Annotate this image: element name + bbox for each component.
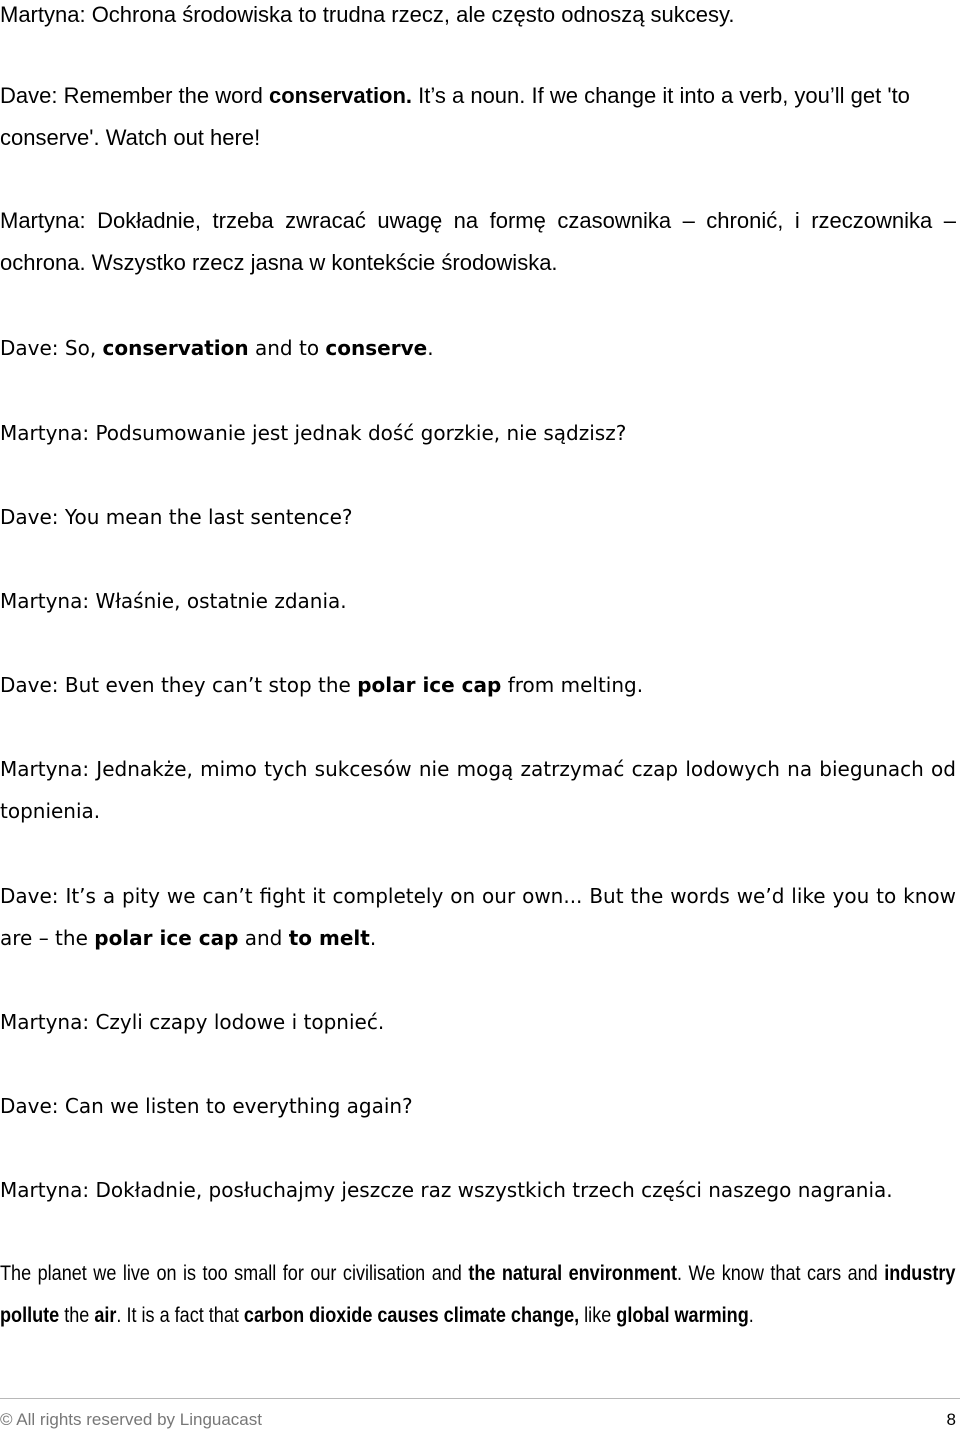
dialogue-line-martyna-2: Martyna: Dokładnie, trzeba zwracać uwagę na formę czasownika – chronić, i rzeczownika – ochrona. Wszystko rzecz jasna w kontekście środowiska.	[0, 208, 956, 275]
vocab-natural-environment: the natural environment	[468, 1262, 677, 1285]
dialogue-line-dave-4: Dave: But even they can’t stop the polar ice cap from melting.	[0, 673, 644, 697]
vocab-conservation-2: conservation	[102, 336, 249, 360]
footer-divider	[0, 1398, 960, 1399]
vocab-to-melt: to melt	[288, 926, 370, 950]
dialogue-line-martyna-4: Martyna: Właśnie, ostatnie zdania.	[0, 589, 347, 613]
vocab-industry-pollute: industry pollute	[0, 1262, 956, 1327]
dialogue-line-dave-5: Dave: It’s a pity we can’t fight it completely on our own... But the words we’d like you to know are – the polar ice cap and to melt.	[0, 884, 956, 950]
dialogue-line-martyna-1: Martyna: Ochrona środowiska to trudna rzecz, ale często odnoszą sukcesy.	[0, 2, 735, 27]
footer-page-number: 8	[946, 1410, 956, 1429]
vocab-conserve: conserve	[325, 336, 428, 360]
vocab-air: air	[94, 1304, 117, 1327]
footer-copyright: © All rights reserved by Linguacast	[0, 1410, 262, 1429]
dialogue-line-martyna-3: Martyna: Podsumowanie jest jednak dość gorzkie, nie sądzisz?	[0, 421, 627, 445]
dialogue-line-dave-1: Dave: Remember the word conservation. It’s a noun. If we change it into a verb, you’ll get 'to conserve'. Watch out here!	[0, 83, 910, 150]
dialogue-line-dave-3: Dave: You mean the last sentence?	[0, 505, 353, 529]
dialogue-line-dave-2: Dave: So, conservation and to conserve.	[0, 336, 434, 360]
vocab-carbon-dioxide: carbon dioxide causes climate change,	[243, 1304, 580, 1327]
vocab-conservation: conservation.	[269, 83, 413, 108]
dialogue-line-martyna-5: Martyna: Jednakże, mimo tych sukcesów nie mogą zatrzymać czap lodowych na biegunach od topnienia.	[0, 757, 956, 823]
vocab-polar-ice-cap: polar ice cap	[357, 673, 502, 697]
dialogue-line-dave-6: Dave: Can we listen to everything again?	[0, 1094, 413, 1118]
vocab-global-warming: global warming	[616, 1304, 749, 1327]
dialogue-line-martyna-6: Martyna: Czyli czapy lodowe i topnieć.	[0, 1010, 385, 1034]
dialogue-line-martyna-7: Martyna: Dokładnie, posłuchajmy jeszcze raz wszystkich trzech części naszego nagrania.	[0, 1178, 893, 1202]
reading-passage: The planet we live on is too small for our civilisation and the natural environment. We know that cars and industry pollute the air. It is a fact that carbon dioxide causes climate change, like global warming.	[0, 1262, 956, 1327]
vocab-polar-ice-cap-2: polar ice cap	[94, 926, 239, 950]
